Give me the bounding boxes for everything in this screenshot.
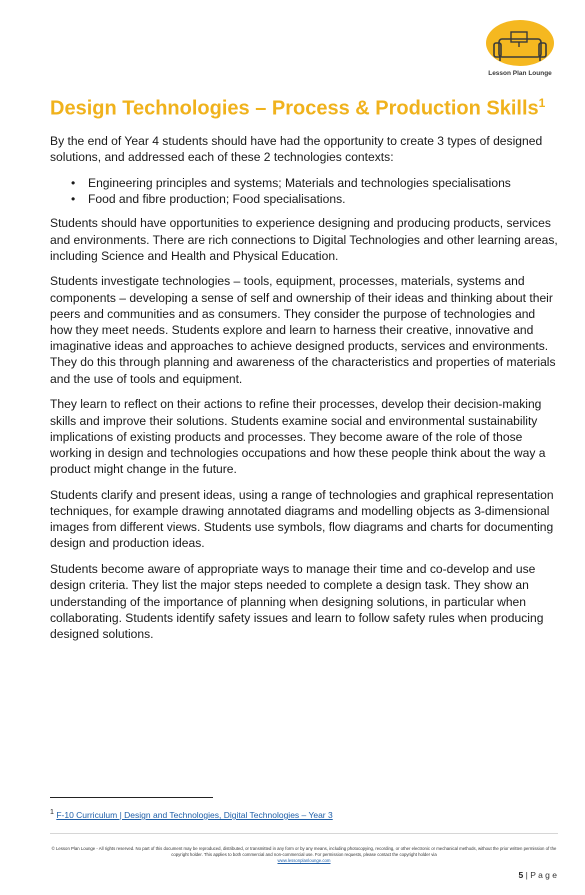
page-number-value: 5 [518,870,524,880]
paragraph: Students clarify and present ideas, using a range of technologies and graphical representation techniques, for example drawing annotated diagrams and modelling objects as 3-dimensional images from different views. Students use symbols, flow diagrams and charts for documenting design and production ideas. [50,487,554,551]
paragraph: Students investigate technologies – tools, equipment, processes, materials, systems and components – developing a sense of self and ownership of their ideas and thinking about their peers and communities and as consumers. They consider the purpose of technologies and how they meet needs. Students explore and learn to harness their creative, innovative and imaginative ideas and approaches to achieve designed products, services and environments. They do this through planning and awareness of the characteristics and properties of materials and the use of tools and equipment. [50,274,556,386]
page-title [50,96,545,121]
page-number: 5 | P a g e [518,870,557,880]
copyright-text: © Lesson Plan Lounge - All rights reserved. No part of this document may be reproduced, distributed, or transmitted in any form or by any means, including photocopying, recording, or other electronic or mechanical methods, without the prior written permission of the copyright holder. This applies to both commercial and non-commercial use. For permission requests, please contact the copyright holder via [51,846,557,857]
copyright-notice [50,846,558,864]
page-title-text: Design Technologies – Process & Production Skills [50,97,539,120]
footnote-number: 1 [50,808,54,816]
paragraph: Students become aware of appropriate ways to manage their time and co-develop and use design criteria. They list the major steps needed to complete a design task. They show an understanding of the importance of planning when designing solutions, in particular when collaborating. Students identify safety issues and learn to follow safety rules when producing designed solutions. [50,562,544,641]
logo-text: Lesson Plan Lounge [488,70,552,77]
body-content [50,133,558,652]
footnote-link[interactable]: F-10 Curriculum | Design and Technologies, Digital Technologies – Year 3 [56,809,333,820]
page-label: P a g e [530,870,557,880]
intro-paragraph: By the end of Year 4 students should have had the opportunity to create 3 types of designed solutions, and addressed each of these 2 technologies contexts: [50,134,543,165]
title-footnote-ref: 1 [538,96,546,110]
technologies-context-list [50,175,558,207]
paragraph: They learn to reflect on their actions to refine their processes, develop their decision-making skills and improve their solutions. Students examine social and environmental sustainability implications of existing products and processes. They become aware of the role of those working in design and technologies occupations and how these people think about the way a product might change in the future. [50,397,546,477]
list-item: • Engineering principles and systems; Materials and technologies specialisations [88,175,558,191]
website-link[interactable]: www.lessonplanlounge.com [277,858,331,863]
footer-divider [50,833,558,834]
footnote [50,808,333,820]
paragraph: Students should have opportunities to experience designing and producing products, services and environments. There are rich connections to Digital Technologies and other learning areas, including Science and Health and Physical Education. [50,216,558,263]
list-item: • Food and fibre production; Food specialisations. [88,191,558,207]
footnote-separator [50,797,213,798]
